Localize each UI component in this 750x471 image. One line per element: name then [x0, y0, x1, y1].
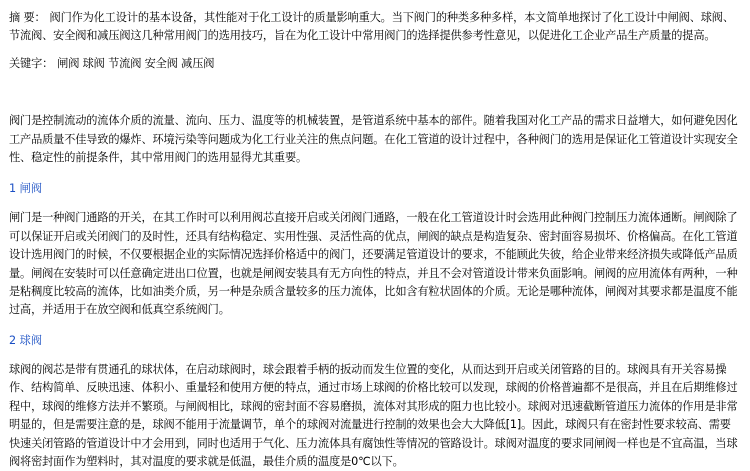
section-body-gate-valve: 闸门是一种阀门通路的开关，在其工作时可以利用阀芯直接开启或关闭阀门通路，一般在化工管道设计时会选用此种阀门控制压力流体通断。闸阀除了可以保证开启或关闭阀门的及时性，还具有结构稳定、实用性强、灵活性高的优点，闸阀的缺点是构造复杂、密封面容易损坏、价格偏高。在化工管道设计选用阀门的时候，不仅要根据企业的实际情况选择价格适中的阀门，还要满足管道设计的要求，不能顾此失彼，给企业带来经济损失或降低产品质量。闸阀在安装时可以任意确定进出口位置，也就是闸阀安装具有无方向性的特点，并且不会对管道设计带来负面影响。闸阀的应用流体有两种，一种是粘稠度比较高的流体，比如油类介质，另一种是杂质含量较多的压力流体，比如含有粒状固体的介质。无论是哪种流体，闸阀对其要求都是温度不能过高，并适用于在放空阀和低真空系统阀门。	[9, 211, 738, 317]
abstract-text: 阀门作为化工设计的基本设备，其性能对于化工设计的质量影响重大。当下阀门的种类多种多样，本文简单地探讨了化工设计中闸阀、球阀、节流阀、安全阀和减压阀这几种常用阀门的选用技巧，旨在为化工设计中常用阀门的选择提供参考性意见，以促进化工企业产品生产质量的提高。	[9, 11, 734, 43]
section-body-ball-valve: 球阀的阀芯是带有贯通孔的球状体，在启动球阀时，球会跟着手柄的扳动而发生位置的变化，从而达到开启或关闭管路的目的。球阀具有开关容易操作、结构简单、反映迅速、体积小、重量轻和使用方便的特点，通过市场上球阀的价格比较可以发现，球阀的价格普遍都不是很高，并且在后期维修过程中，球阀的维修方法并不繁琐。与闸阀相比，球阀的密封面不容易磨损，流体对其形成的阻力也比较小。球阀对迅速截断管道压力流体的作用是非常明显的，但是需要注意的是，球阀不能用于流量调节，单个的球阀对流量进行控制的效果也会大大降低[1]。因此，球阀只有在密封性要求较高、需要快速关闭管路的管道设计中才会用到，同时也适用于气化、压力流体具有腐蚀性等情况的管路设计。球阀对温度的要求同闸阀一样也是不宜高温，当球阀将密封面作为塑料时，其对温度的要求就是低温，最佳介质的温度是0℃以下。	[9, 362, 738, 468]
section-heading-ball-valve: 2 球阀	[9, 333, 43, 347]
abstract	[9, 9, 739, 46]
keywords-label: 关键字：	[9, 56, 54, 70]
article	[9, 9, 739, 471]
section-heading-gate-valve: 1 闸阀	[9, 182, 43, 196]
keywords	[9, 55, 739, 73]
intro-paragraph: 阀门是控制流动的流体介质的流量、流向、压力、温度等的机械装置，是管道系统中基本的部件。随着我国对化工产品的需求日益增大，如何避免因化工产品质量不佳导致的爆炸、环境污染等问题成为化工行业关注的焦点问题。在化工管道的设计过程中，各种阀门的选用是保证化工管道设计实现安全性、稳定性的前提条件，其中常用阀门的选用显得尤其重要。	[9, 114, 738, 165]
keywords-text: 闸阀 球阀 节流阀 安全阀 减压阀	[57, 56, 215, 70]
abstract-label: 摘 要：	[9, 11, 46, 24]
